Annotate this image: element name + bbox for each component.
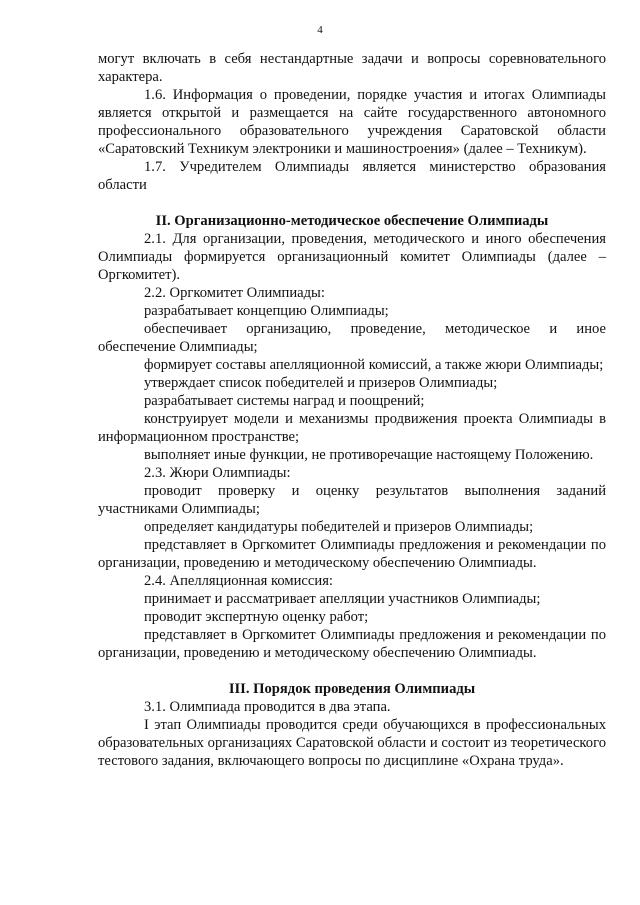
jury-item: проводит проверку и оценку результатов выполнения заданий участниками Олимпиады; <box>98 483 606 517</box>
paragraph-2-3: 2.3. Жюри Олимпиады: <box>144 465 291 481</box>
paragraph-2-1: 2.1. Для организации, проведения, методического и иного обеспечения Олимпиады формируется организационный комитет Олимпиады (далее – Оргкомитет). <box>98 231 606 283</box>
paragraph-continued: могут включать в себя нестандартные задачи и вопросы соревновательного характера. <box>98 51 606 85</box>
orgcommittee-item: конструирует модели и механизмы продвижения проекта Олимпиады в информационном пространстве; <box>98 411 606 445</box>
orgcommittee-item: формирует составы апелляционной комиссий, а также жюри Олимпиады; <box>144 357 604 373</box>
document-body <box>98 50 606 770</box>
page-number: 4 <box>317 24 323 36</box>
orgcommittee-item: выполняет иные функции, не противоречащие настоящему Положению. <box>144 447 594 463</box>
jury-item: определяет кандидатуры победителей и призеров Олимпиады; <box>144 519 534 535</box>
appeal-item: представляет в Оргкомитет Олимпиады предложения и рекомендации по организации, проведению и методическому обеспечению Олимпиады. <box>98 627 606 661</box>
paragraph-2-2: 2.2. Оргкомитет Олимпиады: <box>144 285 325 301</box>
paragraph-2-4: 2.4. Апелляционная комиссия: <box>144 573 333 589</box>
appeal-item: принимает и рассматривает апелляции участников Олимпиады; <box>144 591 541 607</box>
appeal-item: проводит экспертную оценку работ; <box>144 609 369 625</box>
orgcommittee-item: разрабатывает системы наград и поощрений; <box>144 393 425 409</box>
paragraph-stage-1: I этап Олимпиады проводится среди обучающихся в профессиональных образовательных организациях Саратовской области и состоит из теоретического тестового задания, включающего вопросы по дисциплине «Охрана труда». <box>98 717 606 769</box>
section-3-heading: III. Порядок проведения Олимпиады <box>228 681 476 697</box>
section-2-heading: II. Организационно-методическое обеспечение Олимпиады <box>155 213 549 229</box>
paragraph-1-6: 1.6. Информация о проведении, порядке участия и итогах Олимпиады является открытой и размещается на сайте государственного автономного профессионального образовательного учреждения Саратовской области «Саратовский Техникум электроники и машиностроения» (далее – Техникум). <box>98 87 606 157</box>
paragraph-3-1: 3.1. Олимпиада проводится в два этапа. <box>144 699 391 715</box>
orgcommittee-item: утверждает список победителей и призеров Олимпиады; <box>144 375 498 391</box>
orgcommittee-item: обеспечивает организацию, проведение, методическое и иное обеспечение Олимпиады; <box>98 321 606 355</box>
jury-item: представляет в Оргкомитет Олимпиады предложения и рекомендации по организации, проведению и методическому обеспечению Олимпиады. <box>98 537 606 571</box>
paragraph-1-7: 1.7. Учредителем Олимпиады является министерство образования области <box>98 159 606 193</box>
orgcommittee-item: разрабатывает концепцию Олимпиады; <box>144 303 389 319</box>
